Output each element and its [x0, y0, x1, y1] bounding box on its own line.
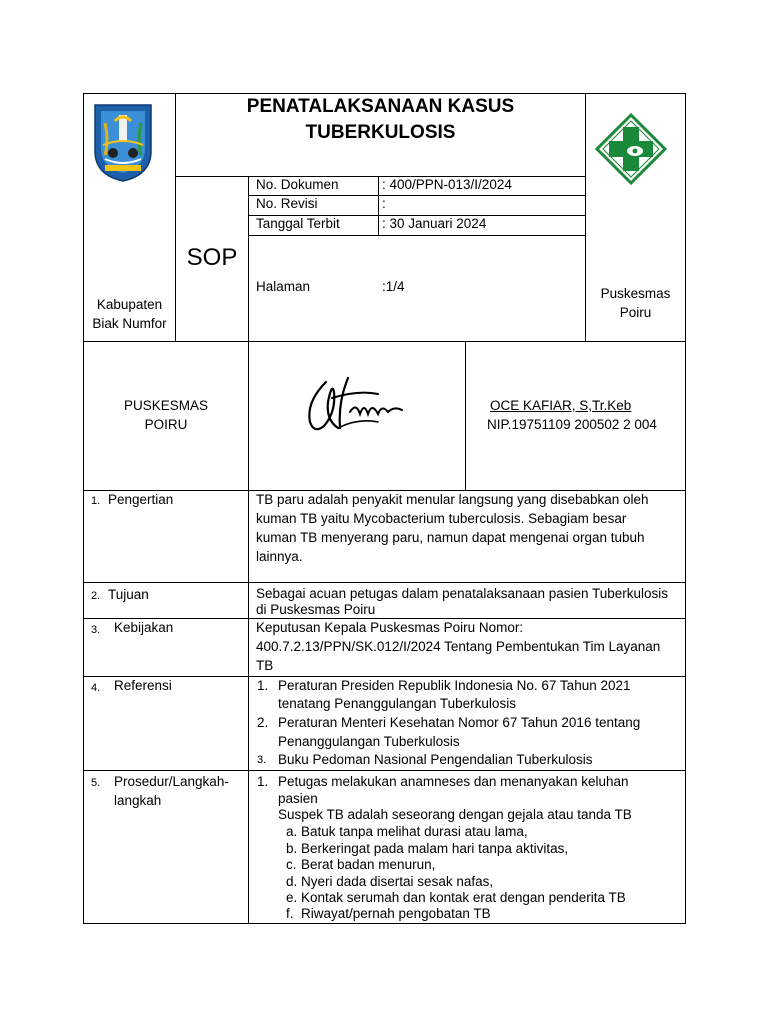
symptom-text: Kontak serumah dan kontak erat dengan penderita TB — [301, 890, 626, 905]
section-text-line: TB paru adalah penyakit menular langsung yang disebabkan oleh — [256, 492, 649, 507]
meta-label-issue-date: Tanggal Terbit — [256, 216, 340, 231]
regency-coat-of-arms-icon — [91, 101, 155, 183]
procedure-step-number: 1. — [257, 774, 269, 789]
procedure-step-text: Suspek TB adalah seseorang dengan gejala atau tanda TB — [278, 807, 632, 822]
section-text-line: kuman TB yaitu Mycobacterium tuberculosis. Sebagiam besar — [256, 511, 627, 526]
symptom-text: Berkeringat pada malam hari tanpa aktivitas, — [301, 841, 569, 856]
meta-value-issue-date: : 30 Januari 2024 — [382, 216, 487, 231]
symptom-letter: a. — [286, 824, 298, 839]
meta-value-revision: : — [382, 196, 386, 211]
symptom-text: Batuk tanpa melihat durasi atau lama, — [301, 824, 528, 839]
right-org-line2: Poiru — [619, 305, 652, 320]
section-text-line: kuman TB menyerang paru, namun dapat mengenai organ tubuh — [256, 530, 645, 545]
meta-label-doc-number: No. Dokumen — [256, 177, 339, 192]
document-title-line2: TUBERKULOSIS — [305, 122, 456, 143]
section-label-tujuan: Tujuan — [108, 587, 149, 602]
approval-org-line2: POIRU — [144, 417, 188, 432]
symptom-letter: b. — [286, 841, 298, 856]
reference-text: Penanggulangan Tuberkulosis — [278, 734, 460, 749]
reference-number: 1. — [257, 678, 269, 693]
symptom-letter: f. — [286, 906, 294, 921]
symptom-letter: c. — [286, 857, 297, 872]
meta-label-page: Halaman — [256, 279, 311, 294]
symptom-letter: e. — [286, 890, 298, 905]
handwritten-signature — [298, 372, 418, 442]
symptom-text: Nyeri dada disertai sesak nafas, — [301, 874, 494, 889]
reference-number: 2. — [257, 715, 269, 730]
symptom-text: Riwayat/pernah pengobatan TB — [301, 906, 491, 921]
document-title-line1: PENATALAKSANAAN KASUS — [246, 96, 515, 117]
procedure-step-text: Petugas melakukan anamneses dan menanyakan keluhan — [278, 774, 629, 789]
section-text-line: Sebagai acuan petugas dalam penatalaksanaan pasien Tuberkulosis — [256, 586, 669, 601]
right-org-line1: Puskesmas — [600, 286, 671, 301]
section-label-pengertian: Pengertian — [108, 492, 174, 507]
approval-org-line1: PUSKESMAS — [123, 398, 209, 413]
reference-text: Peraturan Presiden Republik Indonesia No. 67 Tahun 2021 — [278, 678, 631, 693]
section-label-prosedur: Prosedur/Langkah- — [114, 774, 229, 789]
signer-name: OCE KAFIAR, S,Tr.Keb — [490, 398, 632, 413]
reference-text: Peraturan Menteri Kesehatan Nomor 67 Tahun 2016 tentang — [278, 715, 641, 730]
signer-nip: NIP.19751109 200502 2 004 — [487, 417, 657, 432]
reference-text: tenatang Penanggulangan Tuberkulosis — [278, 696, 516, 711]
section-number: 4. — [91, 682, 101, 694]
section-label-kebijakan: Kebijakan — [114, 620, 174, 635]
meta-label-revision: No. Revisi — [256, 196, 318, 211]
section-number: 5. — [91, 777, 101, 789]
left-org-line2: Biak Numfor — [92, 316, 167, 331]
section-text-line: TB — [256, 658, 274, 673]
meta-value-page: :1/4 — [382, 279, 405, 294]
puskesmas-cross-logo-icon — [595, 113, 667, 185]
symptom-text: Berat badan menurun, — [301, 857, 436, 872]
section-text-line: lainnya. — [256, 549, 303, 564]
section-text-line: Keputusan Kepala Puskesmas Poiru Nomor: — [256, 620, 524, 635]
section-number: 3. — [91, 624, 101, 636]
section-number: 2. — [91, 590, 101, 602]
section-text-line: 400.7.2.13/PPN/SK.012/I/2024 Tentang Pembentukan Tim Layanan — [256, 639, 661, 654]
reference-number: 3. — [257, 754, 267, 766]
reference-text: Buku Pedoman Nasional Pengendalian Tuberkulosis — [278, 752, 593, 767]
left-org-line1: Kabupaten — [96, 297, 163, 312]
section-number: 1. — [91, 495, 101, 507]
section-label-referensi: Referensi — [114, 678, 172, 693]
section-label-prosedur: langkah — [114, 793, 162, 808]
procedure-step-text: pasien — [278, 791, 318, 806]
section-text-line: di Puskesmas Poiru — [256, 602, 376, 617]
meta-value-doc-number: : 400/PPN-013/I/2024 — [382, 177, 512, 192]
symptom-letter: d. — [286, 874, 298, 889]
sop-label: SOP — [186, 244, 238, 271]
